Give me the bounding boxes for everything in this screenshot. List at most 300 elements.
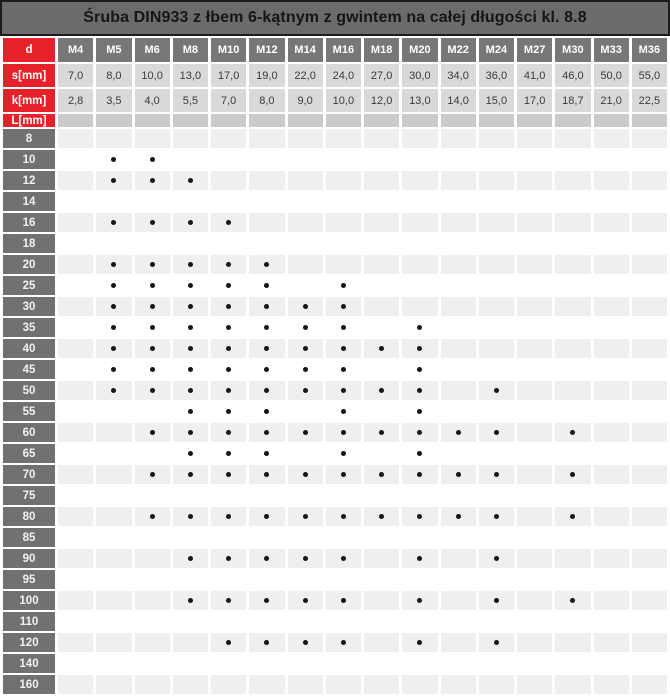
availability-dot-icon <box>303 367 308 372</box>
availability-cell-45-M30 <box>555 360 590 379</box>
availability-cell-8-M24 <box>479 129 514 148</box>
availability-cell-65-M30 <box>555 444 590 463</box>
availability-dot-icon <box>188 220 193 225</box>
availability-dot-icon <box>303 388 308 393</box>
availability-cell-110-M12 <box>249 612 284 631</box>
availability-cell-55-M12 <box>249 402 284 421</box>
availability-cell-80-M33 <box>594 507 629 526</box>
availability-cell-85-M14 <box>288 528 323 547</box>
availability-cell-75-M27 <box>517 486 552 505</box>
availability-cell-110-M30 <box>555 612 590 631</box>
availability-dot-icon <box>188 283 193 288</box>
availability-cell-120-M36 <box>632 633 667 652</box>
availability-cell-12-M36 <box>632 171 667 190</box>
length-row-14 <box>3 192 667 211</box>
availability-cell-25-M20 <box>402 276 437 295</box>
length-row-110 <box>3 612 667 631</box>
availability-cell-140-M16 <box>326 654 361 673</box>
availability-cell-75-M6 <box>135 486 170 505</box>
availability-cell-40-M24 <box>479 339 514 358</box>
availability-dot-icon <box>188 514 193 519</box>
availability-cell-90-M10 <box>211 549 246 568</box>
availability-dot-icon <box>226 283 231 288</box>
k-dimension-row-value-M33: 21,0 <box>594 89 629 112</box>
length-header-cell-M33 <box>594 114 629 127</box>
availability-cell-95-M14 <box>288 570 323 589</box>
availability-cell-10-M12 <box>249 150 284 169</box>
availability-dot-icon <box>264 346 269 351</box>
availability-dot-icon <box>341 451 346 456</box>
availability-cell-35-M22 <box>441 318 476 337</box>
availability-dot-icon <box>379 346 384 351</box>
availability-dot-icon <box>417 451 422 456</box>
availability-cell-75-M36 <box>632 486 667 505</box>
availability-cell-90-M6 <box>135 549 170 568</box>
availability-cell-70-M24 <box>479 465 514 484</box>
availability-cell-30-M24 <box>479 297 514 316</box>
k-dimension-row-value-M8: 5,5 <box>173 89 208 112</box>
k-dimension-row-value-M16: 10,0 <box>326 89 361 112</box>
availability-dot-icon <box>494 472 499 477</box>
availability-cell-16-M10 <box>211 213 246 232</box>
availability-cell-45-M16 <box>326 360 361 379</box>
length-row-50 <box>3 381 667 400</box>
availability-dot-icon <box>226 430 231 435</box>
availability-dot-icon <box>226 451 231 456</box>
availability-cell-120-M20 <box>402 633 437 652</box>
k-dimension-row-value-M4: 2,8 <box>58 89 93 112</box>
length-label-40: 40 <box>3 339 55 358</box>
availability-cell-50-M16 <box>326 381 361 400</box>
availability-cell-60-M12 <box>249 423 284 442</box>
availability-cell-20-M22 <box>441 255 476 274</box>
availability-dot-icon <box>226 388 231 393</box>
s-dimension-row-label: s[mm] <box>3 64 55 87</box>
availability-cell-20-M5 <box>96 255 131 274</box>
availability-cell-65-M16 <box>326 444 361 463</box>
availability-cell-80-M18 <box>364 507 399 526</box>
availability-cell-70-M4 <box>58 465 93 484</box>
availability-cell-75-M18 <box>364 486 399 505</box>
column-header-M16: M16 <box>326 38 361 62</box>
availability-dot-icon <box>188 598 193 603</box>
availability-dot-icon <box>264 283 269 288</box>
availability-cell-18-M4 <box>58 234 93 253</box>
availability-cell-10-M16 <box>326 150 361 169</box>
k-dimension-row-value-M10: 7,0 <box>211 89 246 112</box>
availability-cell-18-M5 <box>96 234 131 253</box>
length-row-95 <box>3 570 667 589</box>
availability-cell-65-M22 <box>441 444 476 463</box>
availability-cell-18-M14 <box>288 234 323 253</box>
availability-cell-95-M36 <box>632 570 667 589</box>
availability-cell-25-M4 <box>58 276 93 295</box>
availability-cell-160-M12 <box>249 675 284 694</box>
s-dimension-row-value-M27: 41,0 <box>517 64 552 87</box>
availability-cell-75-M14 <box>288 486 323 505</box>
availability-cell-55-M16 <box>326 402 361 421</box>
availability-dot-icon <box>303 514 308 519</box>
length-row-30 <box>3 297 667 316</box>
availability-cell-45-M33 <box>594 360 629 379</box>
availability-dot-icon <box>150 304 155 309</box>
availability-cell-14-M8 <box>173 192 208 211</box>
availability-cell-14-M4 <box>58 192 93 211</box>
availability-cell-60-M36 <box>632 423 667 442</box>
availability-cell-14-M20 <box>402 192 437 211</box>
availability-cell-25-M27 <box>517 276 552 295</box>
availability-dot-icon <box>303 430 308 435</box>
availability-cell-80-M27 <box>517 507 552 526</box>
availability-dot-icon <box>341 325 346 330</box>
availability-cell-55-M10 <box>211 402 246 421</box>
availability-cell-85-M6 <box>135 528 170 547</box>
availability-cell-20-M16 <box>326 255 361 274</box>
length-label-10: 10 <box>3 150 55 169</box>
availability-cell-140-M24 <box>479 654 514 673</box>
availability-cell-85-M5 <box>96 528 131 547</box>
availability-cell-18-M33 <box>594 234 629 253</box>
availability-cell-18-M10 <box>211 234 246 253</box>
availability-cell-60-M4 <box>58 423 93 442</box>
length-label-60: 60 <box>3 423 55 442</box>
availability-cell-65-M12 <box>249 444 284 463</box>
length-row-10 <box>3 150 667 169</box>
availability-cell-50-M30 <box>555 381 590 400</box>
availability-cell-14-M27 <box>517 192 552 211</box>
availability-cell-120-M8 <box>173 633 208 652</box>
availability-cell-14-M22 <box>441 192 476 211</box>
availability-dot-icon <box>494 388 499 393</box>
availability-cell-65-M33 <box>594 444 629 463</box>
length-label-140: 140 <box>3 654 55 673</box>
availability-cell-25-M10 <box>211 276 246 295</box>
availability-cell-100-M6 <box>135 591 170 610</box>
availability-cell-12-M12 <box>249 171 284 190</box>
availability-cell-55-M6 <box>135 402 170 421</box>
availability-cell-110-M33 <box>594 612 629 631</box>
availability-dot-icon <box>303 325 308 330</box>
length-label-25: 25 <box>3 276 55 295</box>
availability-cell-140-M30 <box>555 654 590 673</box>
availability-cell-10-M6 <box>135 150 170 169</box>
availability-cell-14-M30 <box>555 192 590 211</box>
availability-cell-60-M20 <box>402 423 437 442</box>
availability-dot-icon <box>226 640 231 645</box>
availability-dot-icon <box>417 556 422 561</box>
availability-cell-120-M10 <box>211 633 246 652</box>
length-label-30: 30 <box>3 297 55 316</box>
availability-cell-35-M33 <box>594 318 629 337</box>
length-row-85 <box>3 528 667 547</box>
availability-cell-40-M33 <box>594 339 629 358</box>
availability-dot-icon <box>188 472 193 477</box>
availability-cell-18-M16 <box>326 234 361 253</box>
availability-dot-icon <box>150 220 155 225</box>
availability-cell-8-M4 <box>58 129 93 148</box>
length-header-cell-M20 <box>402 114 437 127</box>
length-row-45 <box>3 360 667 379</box>
availability-cell-35-M5 <box>96 318 131 337</box>
column-header-M33: M33 <box>594 38 629 62</box>
availability-dot-icon <box>188 367 193 372</box>
availability-dot-icon <box>111 325 116 330</box>
availability-cell-12-M24 <box>479 171 514 190</box>
bolt-dimension-table <box>0 36 670 696</box>
availability-cell-20-M14 <box>288 255 323 274</box>
availability-cell-160-M18 <box>364 675 399 694</box>
availability-cell-50-M14 <box>288 381 323 400</box>
availability-cell-85-M8 <box>173 528 208 547</box>
availability-dot-icon <box>264 472 269 477</box>
availability-cell-18-M6 <box>135 234 170 253</box>
column-header-M20: M20 <box>402 38 437 62</box>
availability-cell-30-M27 <box>517 297 552 316</box>
length-row-160 <box>3 675 667 694</box>
availability-dot-icon <box>150 325 155 330</box>
length-header-cell-M18 <box>364 114 399 127</box>
availability-dot-icon <box>494 640 499 645</box>
column-header-M30: M30 <box>555 38 590 62</box>
length-label-80: 80 <box>3 507 55 526</box>
availability-cell-95-M4 <box>58 570 93 589</box>
availability-cell-60-M30 <box>555 423 590 442</box>
availability-cell-30-M16 <box>326 297 361 316</box>
availability-cell-80-M36 <box>632 507 667 526</box>
availability-cell-12-M30 <box>555 171 590 190</box>
availability-dot-icon <box>456 514 461 519</box>
length-header-cell-M22 <box>441 114 476 127</box>
availability-cell-40-M16 <box>326 339 361 358</box>
length-header-label: L[mm] <box>3 114 55 127</box>
s-dimension-row-value-M36: 55,0 <box>632 64 667 87</box>
availability-cell-85-M33 <box>594 528 629 547</box>
availability-cell-12-M33 <box>594 171 629 190</box>
availability-cell-70-M5 <box>96 465 131 484</box>
availability-dot-icon <box>341 430 346 435</box>
availability-cell-25-M6 <box>135 276 170 295</box>
availability-cell-45-M18 <box>364 360 399 379</box>
length-header-cell-M6 <box>135 114 170 127</box>
availability-dot-icon <box>494 514 499 519</box>
availability-dot-icon <box>226 514 231 519</box>
availability-dot-icon <box>303 304 308 309</box>
availability-cell-8-M16 <box>326 129 361 148</box>
availability-cell-95-M6 <box>135 570 170 589</box>
availability-cell-70-M27 <box>517 465 552 484</box>
availability-dot-icon <box>417 514 422 519</box>
availability-cell-25-M5 <box>96 276 131 295</box>
availability-cell-35-M12 <box>249 318 284 337</box>
length-label-45: 45 <box>3 360 55 379</box>
length-header-cell-M8 <box>173 114 208 127</box>
availability-dot-icon <box>111 367 116 372</box>
availability-cell-80-M22 <box>441 507 476 526</box>
availability-cell-75-M24 <box>479 486 514 505</box>
availability-cell-50-M8 <box>173 381 208 400</box>
availability-cell-16-M30 <box>555 213 590 232</box>
column-header-M4: M4 <box>58 38 93 62</box>
availability-cell-80-M8 <box>173 507 208 526</box>
availability-cell-45-M4 <box>58 360 93 379</box>
availability-cell-16-M8 <box>173 213 208 232</box>
availability-cell-30-M5 <box>96 297 131 316</box>
availability-cell-45-M6 <box>135 360 170 379</box>
availability-dot-icon <box>456 430 461 435</box>
availability-cell-20-M30 <box>555 255 590 274</box>
availability-cell-85-M30 <box>555 528 590 547</box>
availability-cell-25-M12 <box>249 276 284 295</box>
availability-cell-160-M14 <box>288 675 323 694</box>
availability-dot-icon <box>188 451 193 456</box>
availability-cell-55-M8 <box>173 402 208 421</box>
s-dimension-row-value-M22: 34,0 <box>441 64 476 87</box>
availability-cell-90-M4 <box>58 549 93 568</box>
availability-cell-30-M4 <box>58 297 93 316</box>
availability-dot-icon <box>150 157 155 162</box>
availability-dot-icon <box>417 640 422 645</box>
diameter-header-row <box>3 38 667 62</box>
availability-cell-18-M22 <box>441 234 476 253</box>
availability-cell-40-M12 <box>249 339 284 358</box>
availability-cell-85-M16 <box>326 528 361 547</box>
availability-cell-25-M14 <box>288 276 323 295</box>
availability-dot-icon <box>570 598 575 603</box>
availability-cell-100-M8 <box>173 591 208 610</box>
availability-cell-8-M8 <box>173 129 208 148</box>
availability-dot-icon <box>341 283 346 288</box>
availability-dot-icon <box>226 367 231 372</box>
availability-cell-75-M5 <box>96 486 131 505</box>
availability-dot-icon <box>341 556 346 561</box>
availability-cell-90-M24 <box>479 549 514 568</box>
availability-cell-110-M36 <box>632 612 667 631</box>
availability-cell-90-M22 <box>441 549 476 568</box>
availability-dot-icon <box>226 472 231 477</box>
availability-cell-50-M10 <box>211 381 246 400</box>
s-dimension-row <box>3 64 667 87</box>
availability-cell-8-M5 <box>96 129 131 148</box>
availability-cell-30-M36 <box>632 297 667 316</box>
availability-cell-110-M10 <box>211 612 246 631</box>
availability-cell-70-M14 <box>288 465 323 484</box>
availability-cell-10-M30 <box>555 150 590 169</box>
availability-cell-45-M12 <box>249 360 284 379</box>
availability-cell-95-M27 <box>517 570 552 589</box>
availability-cell-60-M10 <box>211 423 246 442</box>
availability-cell-12-M27 <box>517 171 552 190</box>
availability-cell-40-M4 <box>58 339 93 358</box>
availability-cell-20-M20 <box>402 255 437 274</box>
column-header-M5: M5 <box>96 38 131 62</box>
availability-dot-icon <box>188 388 193 393</box>
availability-dot-icon <box>188 409 193 414</box>
availability-cell-95-M33 <box>594 570 629 589</box>
availability-cell-95-M8 <box>173 570 208 589</box>
availability-cell-40-M27 <box>517 339 552 358</box>
availability-cell-60-M24 <box>479 423 514 442</box>
availability-dot-icon <box>341 346 346 351</box>
availability-dot-icon <box>264 430 269 435</box>
length-label-95: 95 <box>3 570 55 589</box>
availability-cell-35-M4 <box>58 318 93 337</box>
availability-cell-8-M36 <box>632 129 667 148</box>
availability-cell-75-M16 <box>326 486 361 505</box>
availability-cell-8-M33 <box>594 129 629 148</box>
availability-cell-12-M22 <box>441 171 476 190</box>
availability-cell-85-M22 <box>441 528 476 547</box>
availability-cell-35-M10 <box>211 318 246 337</box>
availability-cell-120-M12 <box>249 633 284 652</box>
length-row-75 <box>3 486 667 505</box>
availability-cell-50-M36 <box>632 381 667 400</box>
availability-cell-35-M8 <box>173 318 208 337</box>
availability-cell-50-M4 <box>58 381 93 400</box>
availability-cell-80-M30 <box>555 507 590 526</box>
availability-dot-icon <box>150 472 155 477</box>
availability-cell-160-M6 <box>135 675 170 694</box>
availability-cell-55-M20 <box>402 402 437 421</box>
availability-cell-16-M16 <box>326 213 361 232</box>
availability-cell-20-M12 <box>249 255 284 274</box>
length-header-cell-M4 <box>58 114 93 127</box>
availability-dot-icon <box>417 598 422 603</box>
availability-dot-icon <box>417 430 422 435</box>
availability-cell-55-M14 <box>288 402 323 421</box>
availability-dot-icon <box>303 346 308 351</box>
availability-dot-icon <box>303 598 308 603</box>
availability-cell-160-M20 <box>402 675 437 694</box>
availability-cell-10-M14 <box>288 150 323 169</box>
availability-cell-65-M4 <box>58 444 93 463</box>
availability-cell-25-M8 <box>173 276 208 295</box>
availability-cell-95-M16 <box>326 570 361 589</box>
availability-cell-25-M36 <box>632 276 667 295</box>
availability-dot-icon <box>264 409 269 414</box>
availability-dot-icon <box>417 325 422 330</box>
availability-dot-icon <box>188 262 193 267</box>
availability-dot-icon <box>150 262 155 267</box>
availability-cell-50-M5 <box>96 381 131 400</box>
availability-cell-100-M18 <box>364 591 399 610</box>
column-header-M10: M10 <box>211 38 246 62</box>
availability-dot-icon <box>341 640 346 645</box>
availability-dot-icon <box>303 556 308 561</box>
length-row-55 <box>3 402 667 421</box>
availability-cell-12-M6 <box>135 171 170 190</box>
availability-dot-icon <box>417 409 422 414</box>
availability-dot-icon <box>264 367 269 372</box>
availability-cell-60-M8 <box>173 423 208 442</box>
length-label-20: 20 <box>3 255 55 274</box>
availability-dot-icon <box>341 598 346 603</box>
availability-cell-60-M14 <box>288 423 323 442</box>
availability-cell-12-M16 <box>326 171 361 190</box>
availability-dot-icon <box>188 178 193 183</box>
availability-cell-60-M5 <box>96 423 131 442</box>
availability-cell-14-M5 <box>96 192 131 211</box>
length-label-16: 16 <box>3 213 55 232</box>
availability-cell-60-M18 <box>364 423 399 442</box>
availability-cell-40-M10 <box>211 339 246 358</box>
availability-cell-80-M6 <box>135 507 170 526</box>
availability-cell-160-M5 <box>96 675 131 694</box>
availability-cell-75-M33 <box>594 486 629 505</box>
availability-cell-80-M12 <box>249 507 284 526</box>
k-dimension-row-label: k[mm] <box>3 89 55 112</box>
availability-cell-12-M5 <box>96 171 131 190</box>
availability-cell-90-M30 <box>555 549 590 568</box>
